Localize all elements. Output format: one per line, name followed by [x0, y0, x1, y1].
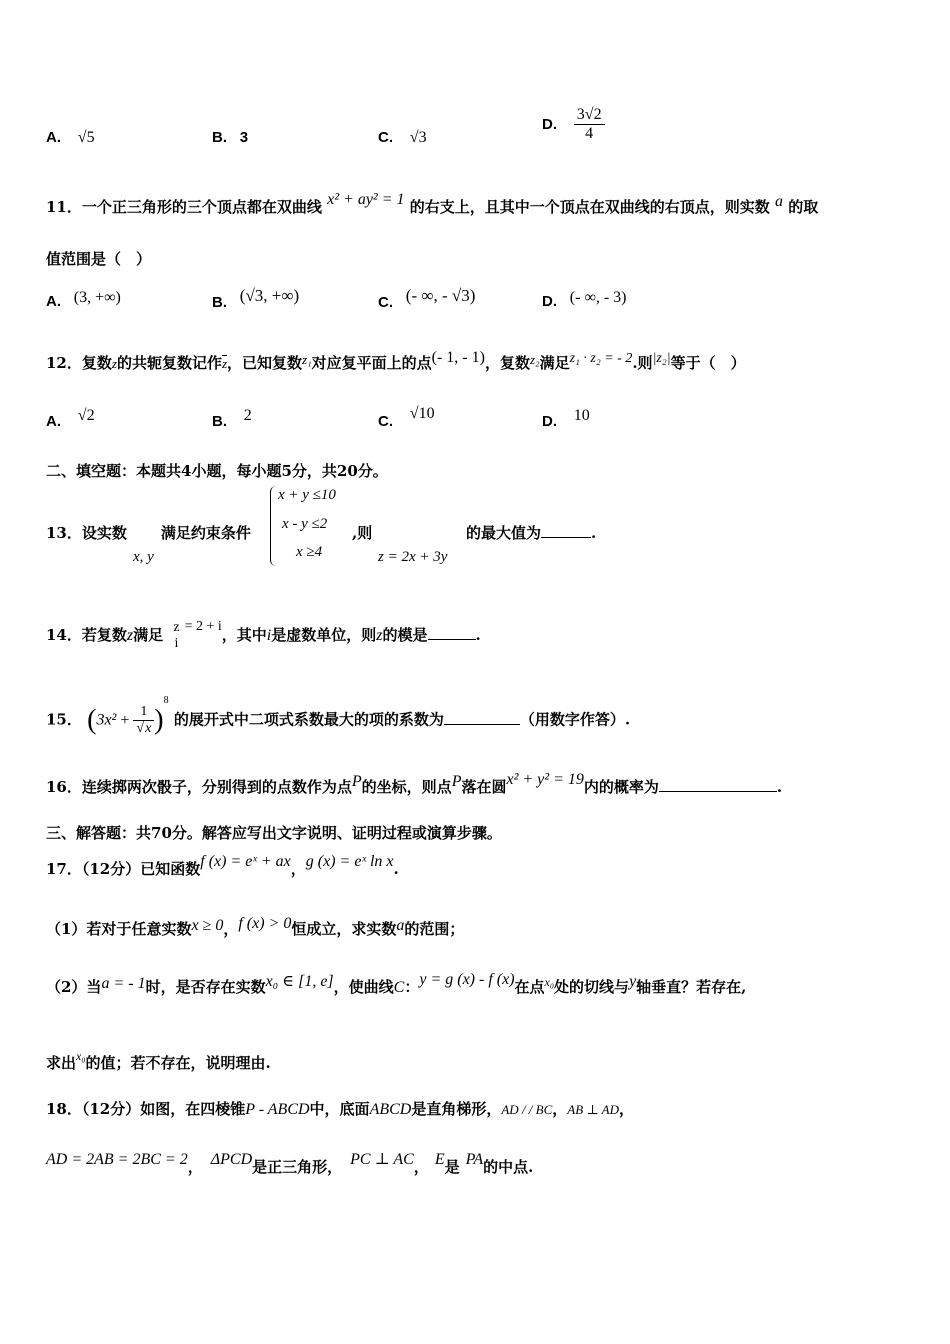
answer-blank[interactable] — [444, 724, 520, 725]
text: 满足 — [539, 354, 570, 372]
text: 内的概率为 — [583, 778, 659, 796]
option-fraction — [574, 106, 605, 143]
answer-blank[interactable] — [659, 791, 777, 792]
math-f-positive: f (x) > 0 — [238, 915, 292, 932]
text: 12．复数 — [46, 354, 112, 372]
q12-option-b — [212, 407, 252, 431]
text: 的共轭复数记作 — [116, 354, 222, 372]
option-value: √2 — [77, 407, 95, 424]
q10-option-a — [46, 128, 95, 147]
option-label: C. — [378, 294, 393, 311]
q17-stem — [46, 853, 399, 879]
q11-middle: 的右支上，且其中一个顶点在双曲线的右顶点，则实数 — [409, 198, 770, 216]
math-i: i — [266, 627, 272, 644]
q17-part-1 — [46, 915, 465, 939]
q14-fraction — [170, 620, 182, 652]
math-y: y = g (x) - f (x) — [419, 971, 515, 988]
text: 求出 — [46, 1054, 77, 1072]
q13-stem — [46, 522, 251, 543]
option-label: B. — [212, 294, 227, 311]
math-cond: x ≥ 0 — [191, 917, 224, 934]
fraction-denominator: 4 — [585, 125, 594, 142]
math-abs: |z₂| — [652, 351, 671, 366]
q12-stem — [46, 349, 746, 373]
math-triangle: ΔPCD — [210, 1151, 253, 1168]
math-C: C — [393, 979, 405, 996]
math-lengths: AD = 2AB = 2BC = 2 — [46, 1151, 188, 1168]
q12-option-a — [46, 407, 95, 431]
q11-prefix: 11．一个正三角形的三个顶点都在双曲线 — [46, 198, 322, 216]
option-value: (√3, +∞) — [239, 286, 300, 305]
option-value: √10 — [409, 405, 435, 422]
text: 的中点. — [483, 1158, 534, 1176]
text: . — [591, 524, 597, 542]
text: 的模是 — [382, 626, 428, 644]
option-label: D. — [542, 116, 557, 133]
text: 恒成立，求实数 — [291, 920, 397, 938]
math-a-val: a = - 1 — [101, 975, 146, 992]
q10-option-b — [212, 128, 248, 146]
text: ， — [223, 920, 239, 938]
q11-stem-line2: 值范围是（ ） — [46, 250, 152, 268]
math-plus: + — [120, 711, 130, 729]
text: 的最大值为 — [466, 524, 542, 542]
option-value: 2 — [243, 407, 252, 424]
math-f: f (x) = eˣ + ax — [200, 853, 291, 870]
option-value: √3 — [409, 129, 427, 146]
text: 的值；若不存在，说明理由. — [85, 1054, 271, 1072]
q11-stem — [46, 191, 819, 217]
q11-var: a — [775, 193, 783, 210]
text: ， — [290, 860, 306, 878]
text: 满足 — [133, 626, 164, 644]
constraint-brace — [270, 486, 277, 566]
q14-stem — [46, 620, 481, 652]
math-z2: z₂ — [529, 352, 540, 367]
fraction-numerator: 3√2 — [574, 106, 605, 125]
text: 处的切线与 — [554, 978, 630, 996]
text: 15． — [46, 710, 82, 729]
section-2-heading: 二、填空题：本题共4小题，每小题5分，共20分。 — [46, 462, 388, 480]
q13-vars: x, y — [133, 549, 154, 565]
option-label: A. — [46, 413, 61, 430]
option-label: C. — [378, 129, 393, 146]
option-value: 3 — [239, 129, 249, 146]
q13-objective: z = 2x + 3y — [378, 549, 448, 565]
paren-right: ) — [154, 704, 164, 736]
math-rhs: = 2 + i — [184, 619, 222, 634]
text: 是正三角形， — [252, 1158, 343, 1176]
math-x0: x₀ — [544, 975, 555, 989]
math-circle-eq: x² + y² = 19 — [506, 771, 584, 788]
q13-tail — [466, 522, 596, 543]
option-value: (- ∞, - √3) — [405, 286, 476, 305]
text: 17．（12分）已知函数 — [46, 860, 201, 878]
math-z: z — [126, 627, 134, 644]
math-point: (- 1, - 1) — [431, 349, 485, 366]
math-z: z — [376, 627, 383, 644]
text: 满足约束条件 — [160, 524, 251, 542]
q10-option-d — [542, 106, 605, 143]
q12-option-c — [378, 405, 435, 431]
math-z1: z₁ — [302, 352, 312, 367]
q12-option-d — [542, 407, 590, 431]
q15-stem — [46, 694, 631, 737]
text: 轴垂直？若存在, — [636, 978, 747, 996]
text: 对应复平面上的点 — [311, 354, 432, 372]
text: 是虚数单位，则 — [271, 626, 377, 644]
q15-fraction — [133, 704, 154, 737]
text: ，已知复数 — [227, 354, 303, 372]
text: （1）若对于任意实数 — [46, 920, 192, 938]
q13-constraint-1: x + y ≤10 — [278, 487, 336, 503]
text: ， — [413, 1158, 429, 1176]
text: 是 — [444, 1158, 460, 1176]
text: 18．（12分）如图，在四棱锥 — [46, 1100, 246, 1118]
fraction-denominator: √x — [136, 721, 152, 736]
option-label: A. — [46, 293, 61, 310]
text: 是直角梯形， — [411, 1100, 502, 1118]
q18-stem-line2 — [46, 1151, 534, 1177]
math-condition: z₁ · z₂ = - 2 — [569, 351, 633, 366]
option-label: D. — [542, 293, 557, 310]
option-value: √5 — [77, 129, 95, 146]
text: .则 — [632, 354, 653, 372]
text: ， — [552, 1100, 568, 1118]
text: ， — [187, 1158, 203, 1176]
math-z: z — [111, 356, 117, 371]
text: ，使曲线 — [333, 978, 394, 996]
math-pyramid: P - ABCD — [245, 1101, 310, 1118]
option-label: B. — [212, 413, 227, 430]
q17-part-2 — [46, 971, 747, 997]
q11-equation: x² + ay² = 1 — [327, 191, 405, 208]
math-a: a — [396, 917, 405, 934]
option-label: B. — [212, 129, 227, 146]
q11-option-d — [542, 289, 627, 311]
math-term: 3x² — [96, 711, 117, 729]
q13-constraint-3: x ≥4 — [296, 544, 323, 560]
option-value: (- ∞, - 3) — [569, 289, 627, 306]
math-x0: x₀ — [76, 1049, 86, 1063]
text: ，其中 — [221, 626, 267, 644]
text: 16．连续掷两次骰子，分别得到的点数作为点 — [46, 778, 352, 796]
text: . — [393, 860, 399, 878]
text: （用数字作答）. — [519, 710, 631, 729]
q18-stem — [46, 1098, 634, 1119]
q16-stem — [46, 771, 783, 797]
option-label: C. — [378, 413, 393, 430]
text: ： — [404, 978, 420, 996]
math-P: P — [351, 773, 362, 790]
text: （2）当 — [46, 978, 102, 996]
q11-option-a — [46, 289, 121, 311]
math-P: P — [451, 773, 462, 790]
answer-blank[interactable] — [541, 537, 591, 538]
math-base: ABCD — [369, 1101, 412, 1118]
q11-option-b — [212, 286, 300, 312]
math-parallel: AD / / BC — [501, 1102, 553, 1117]
text: ， — [619, 1100, 635, 1118]
fraction-numerator: z — [173, 620, 180, 635]
q17-part-2-cont — [46, 1049, 271, 1073]
math-x0-interval: x₀ ∈ [1, e] — [265, 973, 334, 990]
section-3-heading: 三、解答题：共70分。解答应写出文字说明、证明过程或演算步骤。 — [46, 824, 502, 842]
option-value: 10 — [573, 407, 590, 424]
q11-option-c — [378, 286, 476, 312]
math-y-axis: y — [629, 973, 637, 990]
text: 的范围； — [404, 920, 465, 938]
q11-suffix: 的取 — [788, 198, 819, 216]
text: 13．设实数 — [46, 524, 127, 542]
math-g: g (x) = eˣ ln x — [305, 853, 394, 870]
text: 的坐标，则点 — [361, 778, 452, 796]
math-exponent: 8 — [163, 694, 169, 706]
text: . — [776, 778, 783, 796]
option-value: (3, +∞) — [73, 289, 121, 306]
math-zbar: $\overline{z}$ — [221, 356, 228, 371]
fraction-denominator: i — [174, 636, 179, 651]
text: 14．若复数 — [46, 626, 127, 644]
sqrt-radicand: x — [145, 721, 152, 736]
math-PA: PA — [465, 1151, 484, 1168]
math-E: E — [434, 1151, 445, 1168]
math-perp: PC ⊥ AC — [350, 1151, 414, 1168]
text: 中，底面 — [309, 1100, 370, 1118]
q13-constraint-2: x - y ≤2 — [282, 516, 328, 532]
text: 等于（ ） — [670, 354, 746, 372]
text: 落在圆 — [461, 778, 507, 796]
option-label: D. — [542, 413, 557, 430]
q10-option-c — [378, 128, 427, 147]
text: 的展开式中二项式系数最大的项的系数为 — [173, 710, 444, 729]
q13-then: ,则 — [352, 524, 373, 542]
paren-left: ( — [87, 704, 97, 736]
fraction-numerator: 1 — [133, 704, 154, 721]
option-label: A. — [46, 129, 61, 146]
answer-blank[interactable] — [428, 639, 476, 640]
text: ，复数 — [484, 354, 530, 372]
text: 在点 — [514, 978, 545, 996]
text: 时，是否存在实数 — [145, 978, 266, 996]
text: . — [475, 626, 481, 644]
math-perp: AB ⊥ AD — [567, 1102, 619, 1117]
